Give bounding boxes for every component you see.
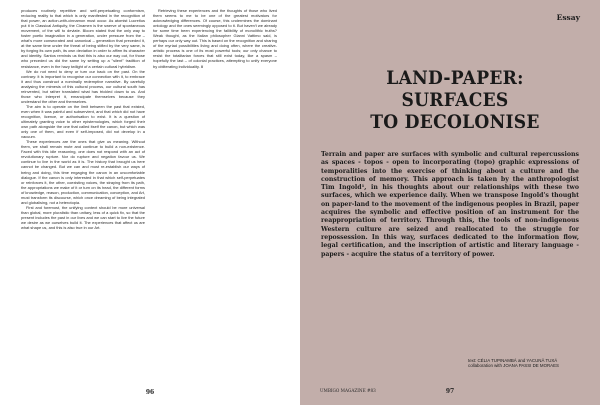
- paragraph-text: Retrieving these experiences and the thoughts of those who lived them seems to me to be one of the greatest motivators for acknowledging differences. Of course, this undermines the dominant ontology and the ones seemingly opposed to it. But haven't we already for some time been experiencing the fallibility of monolithic truths? Weak thought, as the Italian philosopher Gianni Vattimo said, is perhaps our only way out. This is based on the recognition and sharing of the myriad possibilities living and doing often, where the creative-artistic process is one of its most powerful tools; our only chance to resist the totalitarian forces that still exist today, like a spasm – hopefully the last – of colonial practices, attempting to unify everyone by obliterating individuality.: [153, 8, 277, 69]
- right-page: [300, 0, 600, 405]
- paragraph: The aim is to operate on the limit between the past that existed, even when it was painful and subservient, and that which did not have recognition, licence, or authorisation to exist. It is a question of ultimately granting voice to other epistemologies, which forged their own path alongside the one that called itself the canon, but which was only one of them, and even if self-imposed, did not develop in a vacuum.: [21, 103, 145, 140]
- end-mark: //: [200, 63, 204, 69]
- author-credits: [468, 358, 598, 369]
- article-title: [334, 67, 577, 133]
- paragraph: These experiences are the ones that give us meaning. Without them, we shall remain mute and continue to build a non-existence. Faced with this idle reasoning, one does not respond with an act of revolutionary rupture. Nor do rupture and negation favour us. We continue to live in the world as it is. The history that brought us here cannot be changed. But we can and must re-establish our ways of being and doing, this time engaging the canon in an uncomfortable dialogue. If the canon is only interested in that which self-perpetuates or reinforces it, the other, coexisting voices, the straying from its path, the appropriations we make of it or turn on its head, the different forms of knowledge, reason, production, communication, conception, and Art, must transform its discourse, which once dreaming of being integrated and globalising, not a heterotopia.: [21, 139, 145, 205]
- section-label: Essay: [556, 13, 580, 22]
- lead-paragraph: Terrain and paper are surfaces with symbolic and cultural repercussions as spaces - topos - open to incorporating (topo) graphic expressions of temporalities into the exercise of thinking about a culture and the construction of memory. This approach is taken by the anthropologist Tim Ingold¹, in his thoughts about our relationships with these two surfaces, which we experience daily. When we transpose Ingold's thought on paper-land to the movement of the indigenous peoples in Brazil, paper acquires the symbolic and effective position of an instrument for the reappropriation of territory. Through this, the tools of non-indigenous Western culture are seized and reallocated to the struggle for repossession. In this way, surfaces dedicated to the information flow, legal certification, and the inscription of artistic and literary language - papers - acquire the status of a territory of power.: [321, 151, 579, 258]
- page-number-left: 96: [145, 389, 155, 396]
- paragraph: We do not need to deny or turn our back on the past. On the contrary: it is important to recognise our connection with it, to embrace it and thus construct a nominally redemptive narrative. By carefully analysing the mimesis of this cultural process, our cultural south has reinvented, but rather translated what has trickled down to us. And those who interpret it, emancipate themselves because they understand the other and themselves.: [21, 68, 145, 104]
- title-line: LAND-PAPER:: [386, 67, 524, 89]
- title-line: SURFACES: [401, 89, 509, 111]
- title-line: TO DECOLONISE: [370, 111, 540, 133]
- credit-line: text: CÉLIA TUPINAMBÁ and YACUNÃ TUXÁ: [468, 358, 558, 363]
- left-column-1: [21, 8, 145, 230]
- paragraph: First and foremost, the unifying context should be more universal than global, more pluralistic than unitary, less of a quick fix, so that the present includes the past in our lives and we can start to live the future we desire as we ourselves build it. The experiences that affect us are what shape us, and this is also true in our Art.: [21, 204, 145, 231]
- left-column-2: [153, 8, 277, 69]
- paragraph: produces routinely repetitive and self-perpetuating conformism, reducing reality to that which is only manifested in the recognition of that power, an action-with-cinnamon must occur. As atomist Lucretius put it in Classical Antiquity, the Cinamen is the swerve of spontaneous movement, of the will to deviate. Bloom stated that the only way to foster poetic imagination in a generation, under pressure from the – what's more consecrated and canonical – generation that preceded it, at the same time under the threat of being stifled by the very same, is by forging its own path, its own deviation in order to affirm its character and identity. Santos reminds us that this is also our way out, for those who preceded us did the same by setting up a "silent" tradition of resistance, even in the hazy twilight of a certain cultural hybridism.: [21, 8, 145, 69]
- credit-line: collaboration with JOANA PASSI DE MORAES: [468, 363, 559, 369]
- magazine-footer: UMBIGO MAGAZINE #83: [320, 388, 376, 393]
- page-number-right: 97: [445, 388, 455, 395]
- paragraph: [153, 8, 277, 69]
